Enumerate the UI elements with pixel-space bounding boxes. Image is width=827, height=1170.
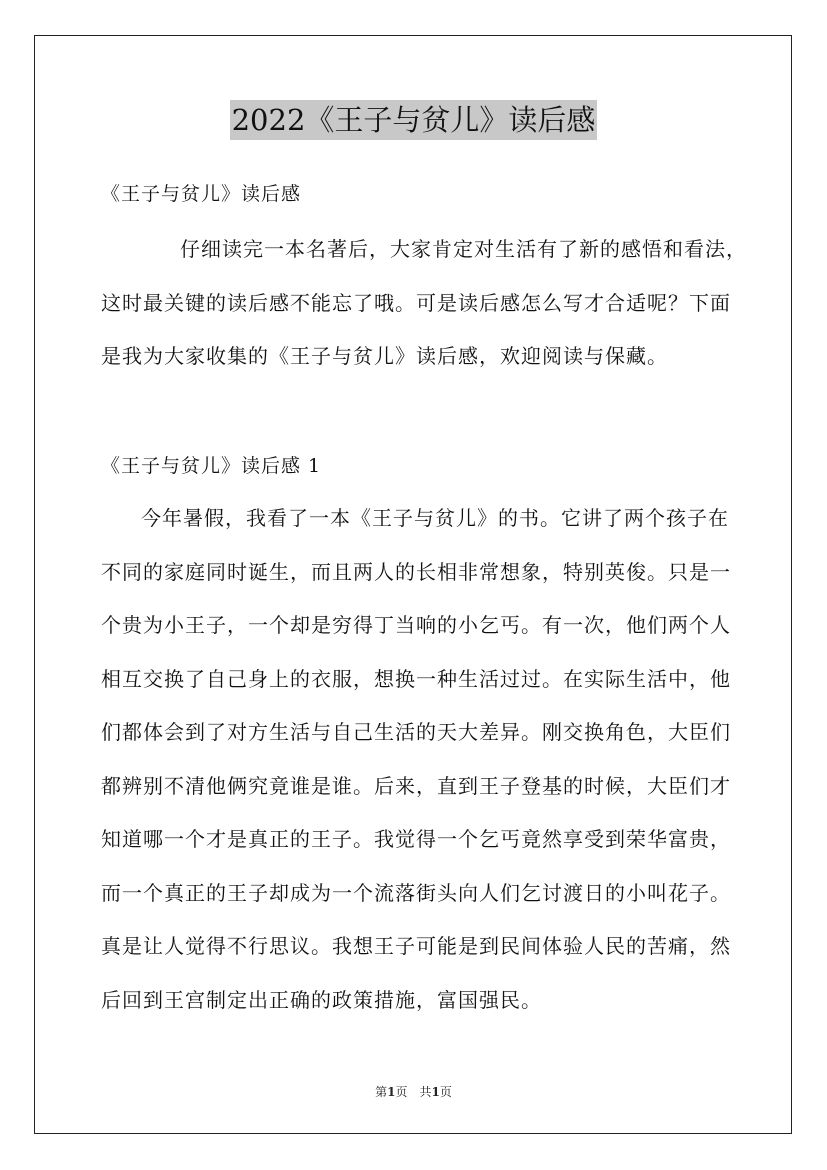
intro-paragraph bbox=[101, 223, 747, 384]
total-page-number: 1 bbox=[431, 1085, 440, 1099]
current-page-number: 1 bbox=[387, 1085, 396, 1099]
body-paragraph bbox=[101, 492, 741, 1027]
body-line: 不同的家庭同时诞生，而且两人的长相非常想象，特别英俊。只是一 bbox=[101, 559, 731, 584]
intro-line: 仔细读完一本名著后，大家肯定对生活有了新的感悟和看法， bbox=[180, 237, 747, 261]
body-line: 后回到王宫制定出正确的政策措施，富国强民。 bbox=[101, 987, 542, 1012]
body-line: 今年暑假，我看了一本《王子与贫儿》的书。它讲了两个孩子在 bbox=[141, 506, 729, 530]
intro-line: 这时最关键的读后感不能忘了哦。可是读后感怎么写才合适呢？下面 bbox=[101, 290, 731, 315]
body-line: 都辨别不清他俩究竟谁是谁。后来，直到王子登基的时候，大臣们才 bbox=[101, 773, 731, 798]
title-container bbox=[0, 100, 827, 140]
heading-text: 《王子与贫儿》读后感 bbox=[101, 183, 302, 205]
heading-text: 《王子与贫儿》读后感 1 bbox=[101, 455, 322, 477]
body-line: 个贵为小王子，一个却是穷得丁当响的小乞丐。有一次，他们两个人 bbox=[101, 613, 731, 637]
body-line: 知道哪一个才是真正的王子。我觉得一个乞丐竟然享受到荣华富贵， bbox=[101, 827, 731, 851]
section-heading-2 bbox=[101, 453, 741, 479]
footer-prefix: 第 bbox=[375, 1085, 388, 1099]
section-heading-1 bbox=[101, 181, 741, 207]
page-footer bbox=[0, 1083, 827, 1101]
body-line: 相互交换了自己身上的衣服，想换一种生活过过。在实际生活中，他 bbox=[101, 666, 731, 691]
document-title: 2022《王子与贫儿》读后感 bbox=[230, 100, 598, 140]
footer-suffix: 页 bbox=[439, 1085, 452, 1099]
intro-line: 是我为大家收集的《王子与贫儿》读后感，欢迎阅读与保藏。 bbox=[101, 344, 668, 368]
body-line: 们都体会到了对方生活与自己生活的天大差异。刚交换角色，大臣们 bbox=[101, 720, 731, 744]
body-line: 真是让人觉得不行思议。我想王子可能是到民间体验人民的苦痛，然 bbox=[101, 934, 731, 958]
footer-mid: 页 共 bbox=[395, 1085, 432, 1099]
body-line: 而一个真正的王子却成为一个流落街头向人们乞讨渡日的小叫花子。 bbox=[101, 880, 731, 905]
